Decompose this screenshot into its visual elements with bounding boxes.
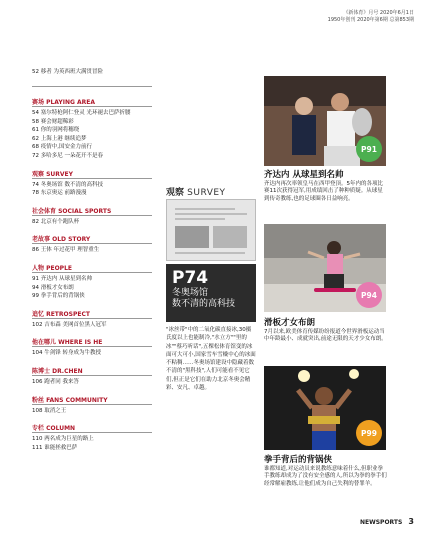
story-summary-zidane: 齐达内再次率领皇马在西甲登顶。5年内的各项比赛11次获得冠军,用成绩回击了种种质疑。从球星到传奇教练,也的足球圈各日益响亮。 <box>264 181 384 202</box>
story-title-zidane[interactable]: 齐达内 从球星到名帅 <box>264 170 344 180</box>
survey-title-line-2: 数不清的高科技 <box>172 299 236 309</box>
boxer-photo[interactable] <box>264 366 386 450</box>
toc-top-item[interactable]: 52 移者 为英西班大满贯冒险 <box>32 68 152 87</box>
toc-entry[interactable]: 72 多哈多尼 一朵花开不是春 <box>32 152 103 159</box>
toc-entry[interactable]: 74 冬奥场馆 数不清的高科技 <box>32 181 103 188</box>
zidane-photo[interactable] <box>264 76 386 166</box>
page-number: 3 <box>408 517 414 526</box>
toc-section-heading[interactable]: 他在哪儿 WHERE IS HE <box>32 337 152 347</box>
toc-section <box>32 395 152 416</box>
skateboard-girl-photo[interactable] <box>264 224 386 312</box>
toc-entry[interactable]: 94 滑板才女布朗 <box>32 284 74 291</box>
p99-badge: P99 <box>356 420 382 446</box>
toc-entry[interactable]: 86 王体 年过花甲 理智重生 <box>32 247 100 254</box>
survey-title-line-1: 冬奥场馆 <box>172 288 209 298</box>
p94-badge: P94 <box>356 282 382 308</box>
toc-entry[interactable]: 111 谁能拯救巴萨 <box>32 444 78 451</box>
survey-article-thumbnail <box>166 199 256 261</box>
story-title-brown[interactable]: 滑板才女布朗 <box>264 318 316 328</box>
toc-entry[interactable]: 62 上海上港 继续追梦 <box>32 135 87 142</box>
toc-section <box>32 423 152 452</box>
toc-sections <box>32 97 152 452</box>
story-summary-brown: 7月以来,欧美体育传媒纷纷报道今世界滑板运动当中年龄最小、成就突出,前途无限的天才少女布朗。 <box>264 329 387 343</box>
toc-entry[interactable]: 91 齐达内 从球星到名帅 <box>32 275 92 282</box>
toc-section-heading[interactable]: 专栏 COLUMN <box>32 423 152 433</box>
toc-entry[interactable]: 68 疫情中,国安金力前行 <box>32 144 92 151</box>
toc-section-heading[interactable]: 粉丝 FANS COMMUNITY <box>32 395 152 405</box>
toc-entry[interactable]: 104 牛剑锋 转身成为牛教授 <box>32 350 101 357</box>
toc-section-heading[interactable]: 赛场 PLAYING AREA <box>32 97 152 107</box>
footer-brand: NEWSPORTS <box>360 519 403 526</box>
page-footer <box>360 517 414 526</box>
survey-page-number: P74 <box>172 268 209 288</box>
toc-entry[interactable]: 54 塞尔特枪阿仁登灵 光环褪去巴萨折腰 <box>32 110 131 116</box>
toc-entry[interactable]: 58 赛会财超稀彩 <box>32 118 74 125</box>
survey-summary: "冰丝带"中的二氧化碳直接冰,30摄氏度以上也能制冷,"水立方""里的冰""蔡巧听话",五棵松体育馆变的冰面可大可小,国家雪车雪橇中心的冰面不粘稠……冬奥场馆建设中隐藏着数不清的"黑科技",人们可能看不见它们,但正是它们在助力北京冬奥会精彩、安凡、卓越。 <box>166 327 256 392</box>
toc-entry[interactable]: 99 拳手背后的背锅侠 <box>32 293 85 300</box>
toc-section <box>32 309 152 330</box>
toc-entry[interactable]: 108 取消之王 <box>32 407 67 414</box>
survey-feature-box[interactable] <box>166 264 256 322</box>
toc-entry[interactable]: 110 两名成为巨星的路上 <box>32 436 94 443</box>
toc-section-heading[interactable]: 追忆 RETROSPECT <box>32 309 152 319</box>
toc-entry[interactable]: 102 吉布森 美网首位黑人冠军 <box>32 321 107 328</box>
toc-section <box>32 169 152 198</box>
toc-section-heading[interactable]: 老故事 OLD STORY <box>32 234 152 244</box>
toc-entry[interactable]: 78 东京奥运 前路漫漫 <box>32 190 87 197</box>
issue-line-2: 1950年创刊 2020年第6期 总第853期 <box>327 17 414 23</box>
toc-section <box>32 97 152 161</box>
toc-section <box>32 366 152 387</box>
toc-section-heading[interactable]: 人物 PEOPLE <box>32 263 152 273</box>
toc-section <box>32 234 152 255</box>
toc-section-heading[interactable]: 陈博士 DR.CHEN <box>32 366 152 376</box>
survey-label-en: SURVEY <box>187 188 226 198</box>
survey-section-label <box>166 185 226 198</box>
toc-entry[interactable]: 61 你的羽网将穗绕 <box>32 127 80 134</box>
toc-section <box>32 263 152 301</box>
story-summary-boxer: 谁都知道,对运动员来说教练意味着什么,但职业拳手教练却成为了没有安全感的人,所以为拳的拳手们经常解雇教练,让他们成为自己失利的替罪羊。 <box>264 466 387 487</box>
toc-section <box>32 337 152 358</box>
story-title-boxer[interactable]: 拳手背后的背锅侠 <box>264 455 333 465</box>
table-of-contents <box>32 68 152 452</box>
issue-line-1: 《新体育》月号 2020年6月1日 <box>343 10 414 16</box>
toc-entry[interactable]: 82 北京有个跑队杯 <box>32 218 80 225</box>
p91-badge: P91 <box>356 136 382 162</box>
toc-section-heading[interactable]: 社会体育 SOCIAL SPORTS <box>32 206 152 216</box>
toc-section <box>32 206 152 227</box>
toc-section-heading[interactable]: 观察 SURVEY <box>32 169 152 179</box>
issue-header <box>328 10 414 24</box>
survey-label-cn: 观察 <box>166 188 185 198</box>
toc-entry[interactable]: 106 跑者同 我来答 <box>32 378 79 385</box>
